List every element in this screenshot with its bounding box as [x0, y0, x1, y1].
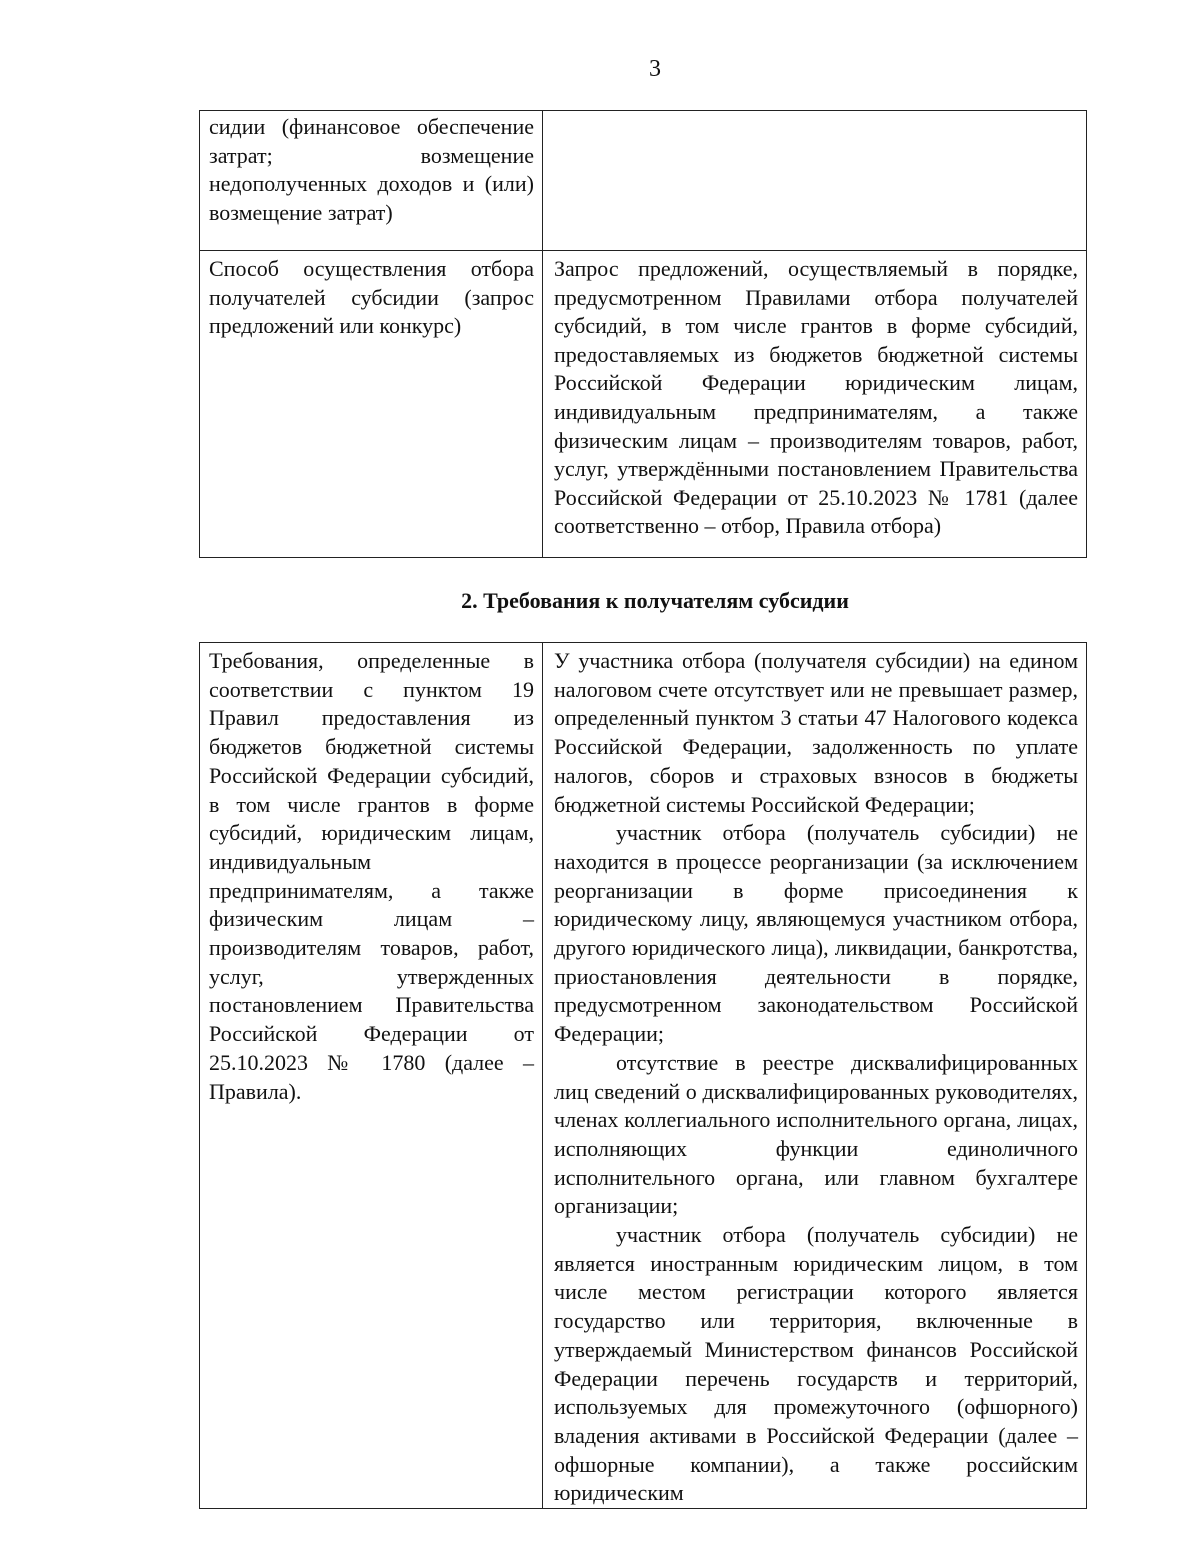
- table-row: [200, 643, 1087, 1509]
- table-cell-requirements-list: [543, 643, 1087, 1509]
- section-heading: 2. Требования к получателям субсидии: [461, 588, 849, 613]
- requirement-paragraph: отсутствие в реестре дисквалифицированных лиц сведений о дисквалифицированных руководителях, членах коллегиального исполнительного органа, лицах, исполняющих функции единоличного исполнительного органа, или главном бухгалтере организации;: [554, 1049, 1078, 1219]
- table-cell-selection-method-value: Запрос предложений, осуществляемый в порядке, предусмотренном Правилами отбора получателей субсидий, в том числе грантов в форме субсидий, предоставляемых из бюджетов бюджетной системы Российской Федерации юридическим лицам, индивидуальным предпринимателям, а также физическим лицам – производителям товаров, работ, услуг, утверждёнными постановлением Правительства Российской Федерации от 25.10.2023 № 1781 (далее соответственно – отбор, Правила отбора): [543, 251, 1087, 558]
- page-number: 3: [649, 56, 661, 82]
- table-cell-subsidy-type-label: сидии (финансовое обеспечение затрат; возмещение недополученных доходов и (или) возмещение затрат): [200, 111, 543, 251]
- requirement-paragraph: участник отбора (получатель субсидии) не является иностранным юридическим лицом, в том числе местом регистрации которого является государство или территория, включенные в утверждаемый Министерством финансов Российской Федерации перечень государств и территорий, используемых для промежуточного (офшорного) владения активами в Российской Федерации (далее – офшорные компании), а также российским юридическим: [554, 1222, 1078, 1506]
- requirement-paragraph: У участника отбора (получателя субсидии) на едином налоговом счете отсутствует или не превышает размер, определенный пунктом 3 статьи 47 Налогового кодекса Российской Федерации, задолженность по уплате налогов, сборов и страховых взносов в бюджеты бюджетной системы Российской Федерации;: [554, 648, 1078, 817]
- table-row: [200, 251, 1087, 558]
- table-cell-selection-method-label: Способ осуществления отбора получателей субсидии (запрос предложений или конкурс): [200, 251, 543, 558]
- recipient-requirements-table: [199, 642, 1087, 1509]
- table-cell-subsidy-type-value: [543, 111, 1087, 251]
- table-cell-requirements-label: Требования, определенные в соответствии с пунктом 19 Правил предоставления из бюджетов бюджетной системы Российской Федерации субсидий, в том числе грантов в форме субсидий, юридическим лицам, индивидуальным предпринимателям, а также физическим лицам – производителям товаров, работ, услуг, утвержденных постановлением Правительства Российской Федерации от 25.10.2023 № 1780 (далее – Правила).: [200, 643, 543, 1509]
- requirement-paragraph: участник отбора (получатель субсидии) не находится в процессе реорганизации (за исключением реорганизации в форме присоединения к юридическому лицу, являющемуся участником отбора, другого юридического лица), ликвидации, банкротства, приостановления деятельности в порядке, предусмотренном законодательством Российской Федерации;: [554, 820, 1078, 1047]
- subsidy-parameters-table: [199, 110, 1087, 558]
- table-row: [200, 111, 1087, 251]
